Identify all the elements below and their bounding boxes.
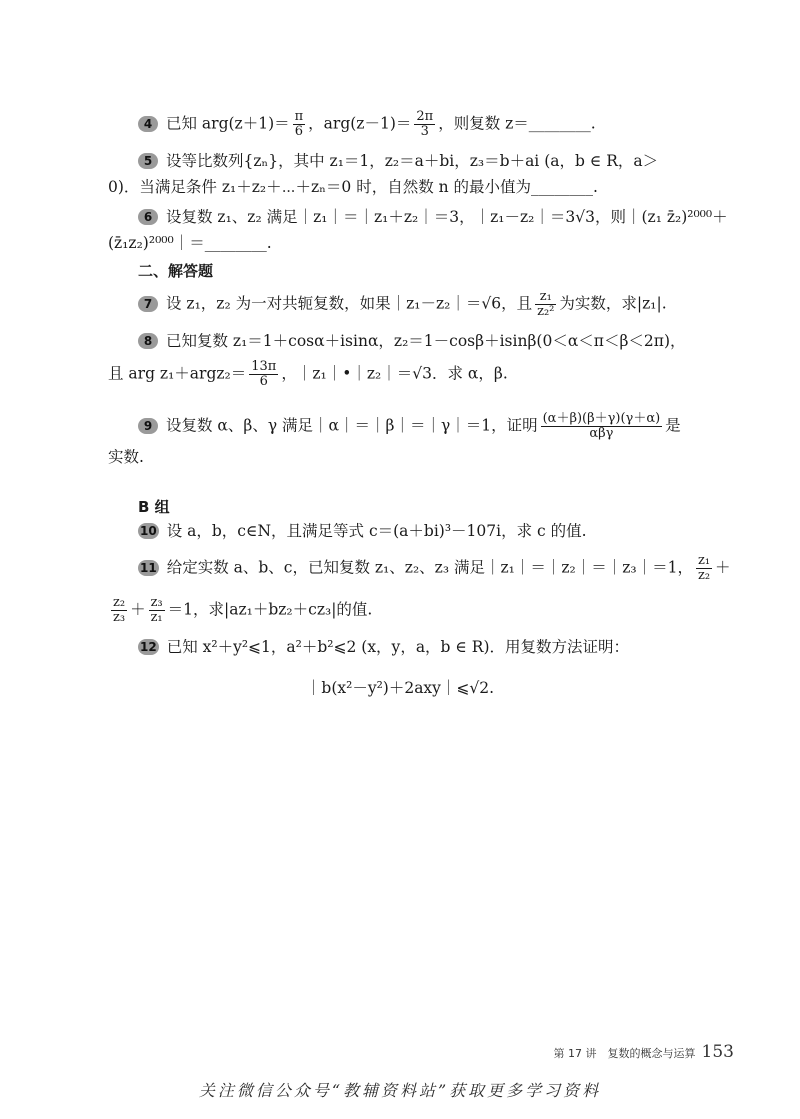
problem-text: 已知 x²＋y²⩽1，a²＋b²⩽2 (x，y，a，b ∈ R)．用复数方法证明：	[166, 638, 630, 656]
denominator: 6	[249, 374, 278, 389]
numerator: z₂	[113, 595, 126, 610]
problem-8-line-1	[138, 330, 698, 352]
problem-5-line-2: 0)．当满足条件 z₁＋z₂＋⋯＋zₙ＝0 时，自然数 n 的最小值为________.	[108, 178, 598, 196]
denominator: αβγ	[541, 426, 663, 441]
problem-5-line-1	[138, 150, 698, 172]
problem-number: 10	[140, 524, 157, 538]
denominator: z₃	[113, 610, 126, 625]
fraction	[414, 110, 435, 139]
fraction	[541, 412, 663, 441]
group-heading: B 组	[138, 498, 170, 516]
problem-12	[138, 636, 698, 658]
problem-6-line-2: (z̄₁z₂)²⁰⁰⁰｜＝________.	[108, 234, 272, 252]
fraction	[293, 110, 306, 139]
problem-text: 为实数，求|z₁|.	[559, 294, 667, 313]
denominator: 3	[414, 124, 435, 139]
problem-text: 设 a，b，c∈N，且满足等式 c＝(a＋bi)³－107i，求 c 的值.	[166, 522, 587, 540]
problem-text: 给定实数 a、b、c，已知复数 z₁、z₂、z₃ 满足｜z₁｜＝｜z₂｜＝｜z₃｜＝1，	[166, 558, 693, 577]
numerator: 2π	[416, 109, 434, 124]
numerator: (α＋β)(β＋γ)(γ＋α)	[542, 411, 661, 426]
fraction	[249, 360, 278, 389]
problem-4	[138, 110, 698, 139]
fraction	[149, 596, 165, 625]
display-formula: ｜b(x²－y²)＋2axy｜⩽√2.	[305, 679, 495, 697]
problem-number: 8	[138, 333, 158, 349]
denominator: 6	[293, 124, 306, 139]
problem-text: 设等比数列{zₙ}，其中 z₁＝1，z₂＝a＋bi，z₃＝b＋ai (a，b ∈ R，a＞	[166, 152, 659, 170]
problem-text: ＋	[715, 558, 731, 577]
problem-text: ，则复数 z＝________.	[438, 114, 596, 133]
problem-number: 9	[138, 418, 158, 434]
problem-number: 6	[138, 209, 158, 225]
numerator: z₁	[697, 553, 711, 568]
numerator: z₁	[539, 289, 552, 304]
fraction	[696, 554, 712, 583]
watermark-text: 关注微信公众号“教辅资料站”获取更多学习资料	[198, 1081, 602, 1100]
problem-text: 设 z₁，z₂ 为一对共轭复数，如果｜z₁－z₂｜＝√6，且	[166, 294, 533, 313]
problem-11-line-1	[138, 553, 731, 583]
denominator: z₁	[150, 610, 163, 625]
problem-number: 4	[138, 116, 158, 132]
problem-6-line-1	[138, 206, 728, 228]
fraction	[535, 290, 556, 319]
problem-text: ＋	[130, 600, 146, 619]
problem-number: 5	[138, 153, 158, 169]
numerator: π	[294, 109, 304, 124]
denominator: z₂²	[537, 304, 555, 319]
problem-text: ＝1，求|az₁＋bz₂＋cz₃|的值.	[167, 600, 373, 619]
problem-number: 11	[140, 560, 157, 575]
denominator: z₂	[697, 568, 711, 583]
section-heading: 二、解答题	[138, 262, 214, 280]
problem-9-line-2: 实数.	[108, 448, 144, 466]
problem-number: 7	[138, 296, 158, 312]
page-footer	[520, 1042, 734, 1062]
problem-text: 是	[665, 416, 681, 435]
problem-text: ，｜z₁｜•｜z₂｜＝√3．求 α，β.	[281, 364, 508, 383]
problem-text: 设复数 α、β、γ 满足｜α｜＝｜β｜＝｜γ｜＝1，证明	[166, 416, 538, 435]
numerator: 13π	[251, 359, 277, 374]
problem-text: 设复数 z₁、z₂ 满足｜z₁｜＝｜z₁＋z₂｜＝3，｜z₁－z₂｜＝3√3，则｜(z₁ z̄₂)²⁰⁰⁰＋	[166, 208, 728, 226]
problem-number: 12	[140, 640, 157, 654]
problem-text: 已知 arg(z＋1)＝	[166, 114, 290, 133]
problem-8-line-2	[108, 360, 698, 389]
problem-7	[138, 290, 698, 319]
problem-text: 且 arg z₁＋argz₂＝	[108, 364, 247, 383]
problem-10	[138, 520, 698, 542]
lecture-title: 第 17 讲 复数的概念与运算	[553, 1047, 696, 1060]
problem-text: ，arg(z－1)＝	[308, 114, 412, 133]
problem-11-line-2	[108, 596, 698, 625]
problem-text: 已知复数 z₁＝1＋cosα＋isinα，z₂＝1－cosβ＋isinβ(0＜α＜π＜β＜2π)，	[166, 332, 686, 350]
problem-9-line-1	[138, 412, 698, 441]
fraction	[111, 596, 127, 625]
page-number: 153	[701, 1042, 734, 1062]
numerator: z₃	[150, 595, 163, 610]
